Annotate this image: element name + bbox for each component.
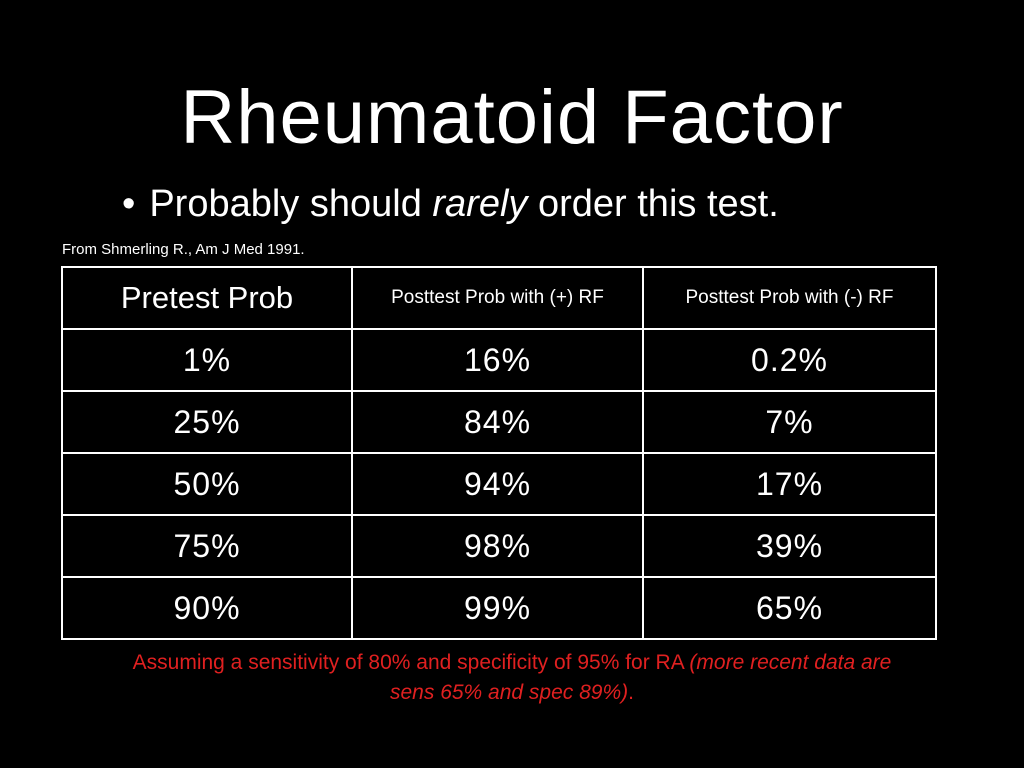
cell-posttest-negative: 7%	[643, 391, 936, 453]
cell-pretest: 75%	[62, 515, 352, 577]
table-row	[62, 515, 936, 577]
cell-pretest: 1%	[62, 329, 352, 391]
table-row	[62, 453, 936, 515]
table-row	[62, 391, 936, 453]
cell-posttest-negative: 65%	[643, 577, 936, 639]
bullet-text	[149, 183, 778, 225]
table-row	[62, 577, 936, 639]
cell-posttest-positive: 16%	[352, 329, 643, 391]
cell-posttest-positive: 99%	[352, 577, 643, 639]
cell-posttest-negative: 39%	[643, 515, 936, 577]
table-header-row	[62, 267, 936, 329]
bullet-point	[122, 176, 779, 232]
slide-title: Rheumatoid Factor	[180, 75, 844, 160]
bullet-icon: •	[122, 183, 136, 225]
header-posttest-positive: Posttest Prob with (+) RF	[352, 267, 643, 329]
cell-pretest: 90%	[62, 577, 352, 639]
cell-posttest-negative: 17%	[643, 453, 936, 515]
probability-table	[61, 266, 937, 640]
note-text: Assuming a sensitivity of 80% and specificity of 95% for RA	[132, 651, 690, 674]
note-end: .	[628, 681, 634, 704]
cell-posttest-positive: 98%	[352, 515, 643, 577]
table-row	[62, 329, 936, 391]
cell-posttest-negative: 0.2%	[643, 329, 936, 391]
bullet-text-prefix: Probably should	[149, 183, 433, 225]
source-citation: From Shmerling R., Am J Med 1991.	[62, 241, 305, 258]
header-posttest-negative: Posttest Prob with (-) RF	[643, 267, 936, 329]
cell-pretest: 25%	[62, 391, 352, 453]
cell-posttest-positive: 84%	[352, 391, 643, 453]
bullet-text-suffix: order this test.	[527, 183, 779, 225]
cell-posttest-positive: 94%	[352, 453, 643, 515]
header-pretest-prob: Pretest Prob	[62, 267, 352, 329]
note-italic: (more recent data are sens 65% and spec 89%)	[390, 651, 892, 704]
cell-pretest: 50%	[62, 453, 352, 515]
assumption-note	[120, 648, 904, 708]
bullet-text-emphasis: rarely	[432, 183, 528, 225]
